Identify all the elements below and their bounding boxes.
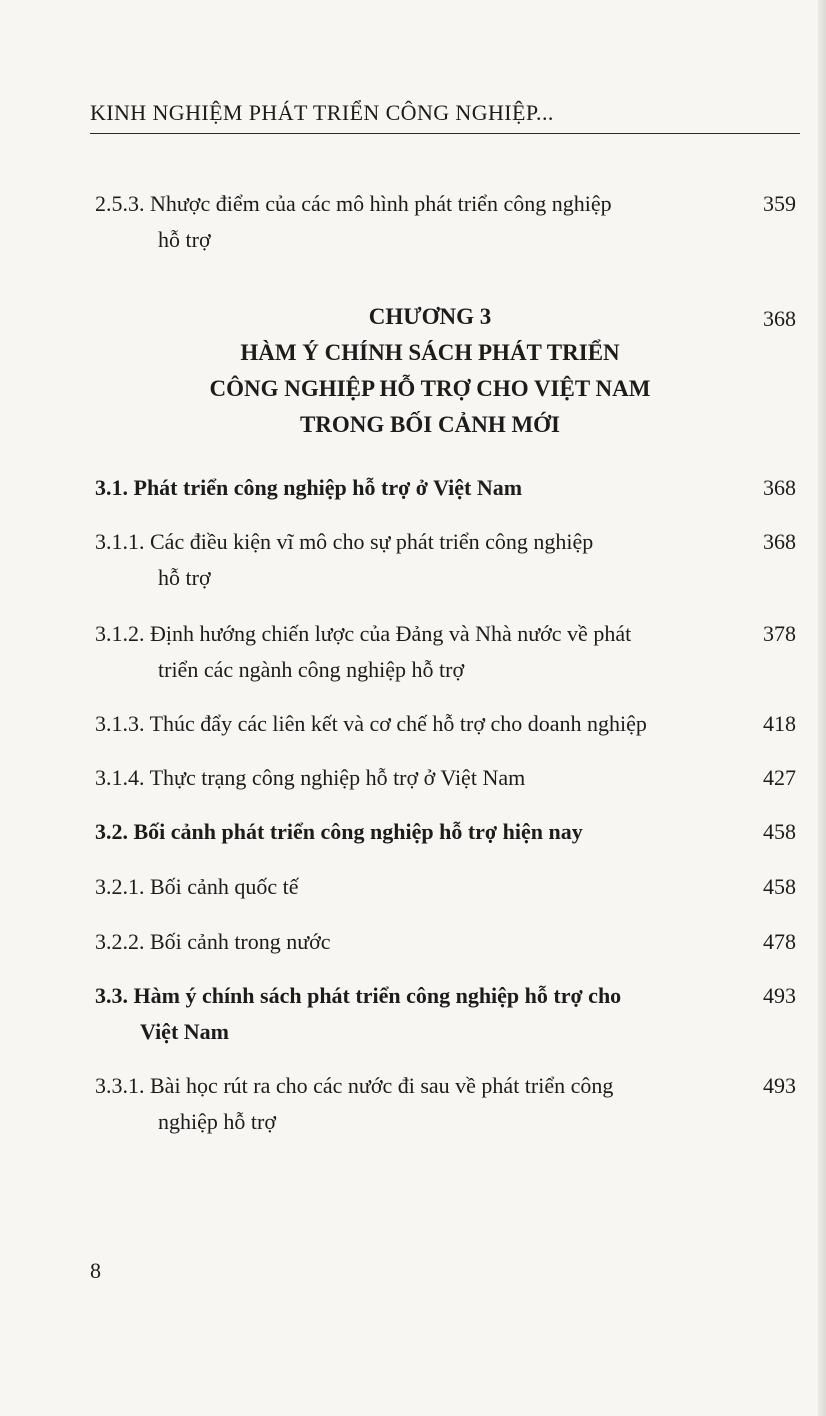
toc-entry-label: 3.1.4. Thực trạng công nghiệp hỗ trợ ở Việt Nam (95, 765, 526, 790)
toc-entry-3-1-2[interactable] (95, 616, 796, 688)
toc-entry-page: 427 (763, 765, 796, 790)
toc-entry-label: 2.5.3. Nhược điểm của các mô hình phát triển công nghiệp (95, 191, 612, 216)
toc-entry-page: 478 (763, 929, 796, 954)
toc-entry-page: 359 (763, 191, 796, 216)
toc-entry-page: 378 (763, 621, 796, 646)
toc-entry-label: 3.2.2. Bối cảnh trong nước (95, 929, 331, 954)
toc-entry-3-2-2[interactable] (95, 924, 796, 960)
toc-entry-3-3[interactable] (95, 978, 796, 1050)
toc-entry-label: 3.3.1. Bài học rút ra cho các nước đi sau về phát triển công (95, 1073, 614, 1098)
toc-entry-page: 458 (763, 819, 796, 844)
chapter-title-line-1: HÀM Ý CHÍNH SÁCH PHÁT TRIỂN (240, 340, 620, 365)
toc-entry-label: 3.2.1. Bối cảnh quốc tế (95, 874, 299, 899)
toc-entry-3-1-3[interactable] (95, 706, 796, 742)
toc-entry-3-1-4[interactable] (95, 760, 796, 796)
chapter-title-line-2: CÔNG NGHIỆP HỖ TRỢ CHO VIỆT NAM (209, 376, 651, 401)
toc-entry-label-cont: triển các ngành công nghiệp hỗ trợ (158, 657, 465, 682)
toc-entry-3-2-1[interactable] (95, 869, 796, 905)
running-header: KINH NGHIỆM PHÁT TRIỂN CÔNG NGHIỆP... (90, 100, 554, 125)
toc-entry-label: 3.2. Bối cảnh phát triển công nghiệp hỗ trợ hiện nay (95, 819, 583, 844)
chapter-title-line-3: TRONG BỐI CẢNH MỚI (299, 412, 561, 437)
toc-entry-label: 3.1.2. Định hướng chiến lược của Đảng và Nhà nước về phát (95, 621, 632, 646)
toc-entry-2-5-3[interactable] (95, 186, 796, 258)
toc-entry-page: 458 (763, 874, 796, 899)
toc-entry-label: 3.3. Hàm ý chính sách phát triển công nghiệp hỗ trợ cho (95, 983, 622, 1008)
toc-entry-3-1-1[interactable] (95, 524, 796, 596)
toc-entry-page: 368 (763, 475, 796, 500)
toc-entry-page: 493 (763, 1073, 796, 1098)
toc-entry-page: 493 (763, 983, 796, 1008)
toc-entry-3-1[interactable] (95, 470, 796, 506)
toc-entry-label-cont: hỗ trợ (158, 565, 211, 590)
toc-entry-label: 3.1.3. Thúc đẩy các liên kết và cơ chế hỗ trợ cho doanh nghiệp (95, 711, 647, 736)
toc-entry-label-cont: Việt Nam (140, 1019, 229, 1044)
toc-entry-label-cont: nghiệp hỗ trợ (158, 1109, 276, 1134)
page-number: 8 (90, 1258, 101, 1283)
chapter-page: 368 (763, 306, 796, 331)
toc-entry-label: 3.1.1. Các điều kiện vĩ mô cho sự phát triển công nghiệp (95, 529, 594, 554)
toc-entry-3-3-1[interactable] (95, 1068, 796, 1140)
toc-entry-label-cont: hỗ trợ (158, 227, 211, 252)
toc-entry-page: 368 (763, 529, 796, 554)
page-edge (818, 0, 826, 1416)
toc-entry-page: 418 (763, 711, 796, 736)
chapter-heading (170, 304, 690, 454)
toc-entry-3-2[interactable] (95, 814, 796, 850)
header-rule (90, 133, 800, 134)
chapter-number: CHƯƠNG 3 (368, 304, 492, 329)
toc-entry-label: 3.1. Phát triển công nghiệp hỗ trợ ở Việt Nam (95, 475, 523, 500)
